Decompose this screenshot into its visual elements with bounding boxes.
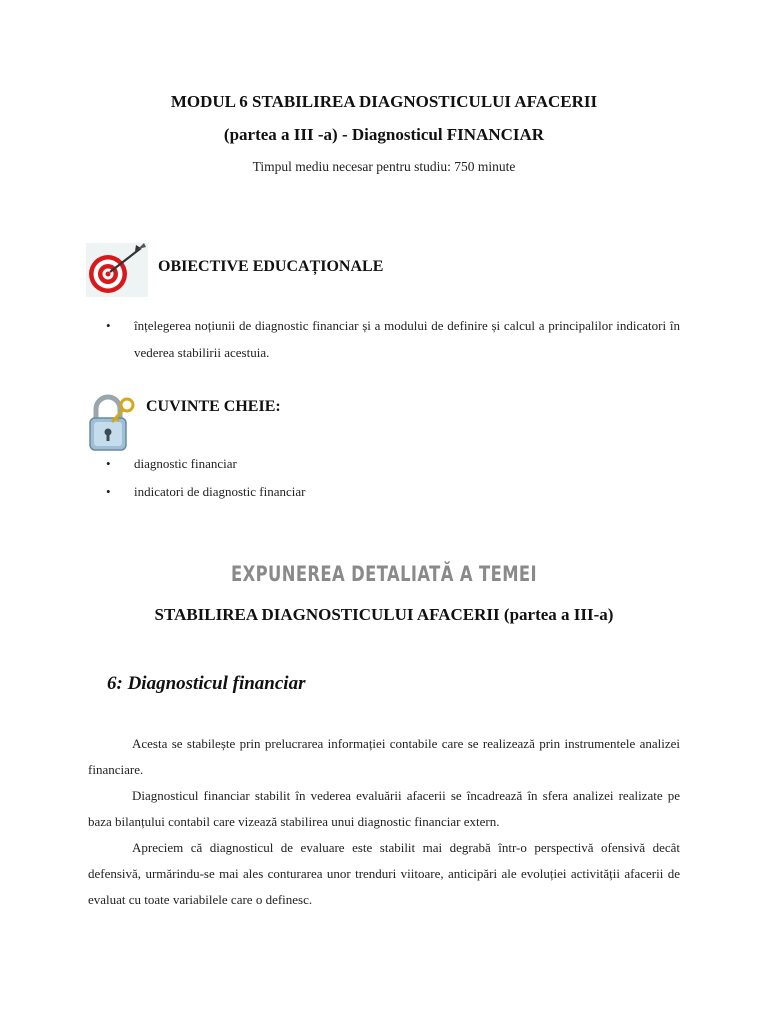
exposition-heading: EXPUNEREA DETALIATĂ A TEMEI — [231, 562, 537, 586]
list-item — [106, 312, 680, 366]
objectives-list — [106, 312, 680, 366]
paragraph: Diagnosticul financiar stabilit în vederea evaluării afacerii se încadrează în sfera analizei realizate pe baza bilanțului contabil care vizează stabilirea unui diagnostic financiar extern. — [88, 788, 680, 829]
paragraph: Apreciem că diagnosticul de evaluare este stabilit mai degrabă într-o perspectivă ofensivă decât defensivă, urmărindu-se mai ales conturarea unor trenduri viitoare, anticipări ale evoluției activității afacerii de evaluat cu toate variabilele care o definesc. — [88, 840, 680, 907]
exposition-heading-wrap — [0, 562, 768, 586]
list-item: • indicatori de diagnostic financiar — [106, 478, 666, 506]
paragraph: Acesta se stabilește prin prelucrarea informației contabile care se realizează prin instrumentele analizei financiare. — [88, 736, 680, 777]
padlock-key-icon — [86, 392, 138, 452]
keywords-list — [106, 450, 666, 506]
objectives-heading: OBIECTIVE EDUCAȚIONALE — [158, 258, 384, 275]
section-title: 6: Diagnosticul financiar — [107, 673, 306, 694]
keywords-heading: CUVINTE CHEIE: — [146, 398, 281, 415]
bullet: • — [106, 318, 111, 333]
objective-text: înțelegerea noțiunii de diagnostic financiar și a modului de definire și calcul a principalilor indicatori în vederea stabilirii acestuia. — [134, 318, 680, 360]
body-paragraphs — [88, 731, 680, 913]
exposition-subheading: STABILIREA DIAGNOSTICULUI AFACERII (partea a III-a) — [154, 605, 614, 624]
target-dart-icon — [86, 241, 148, 299]
module-subtitle: (partea a III -a) - Diagnosticul FINANCIAR — [223, 125, 545, 144]
list-item: • diagnostic financiar — [106, 450, 666, 478]
module-title: MODUL 6 STABILIREA DIAGNOSTICULUI AFACERII — [170, 92, 598, 111]
study-time: Timpul mediu necesar pentru studiu: 750 minute — [252, 159, 516, 174]
